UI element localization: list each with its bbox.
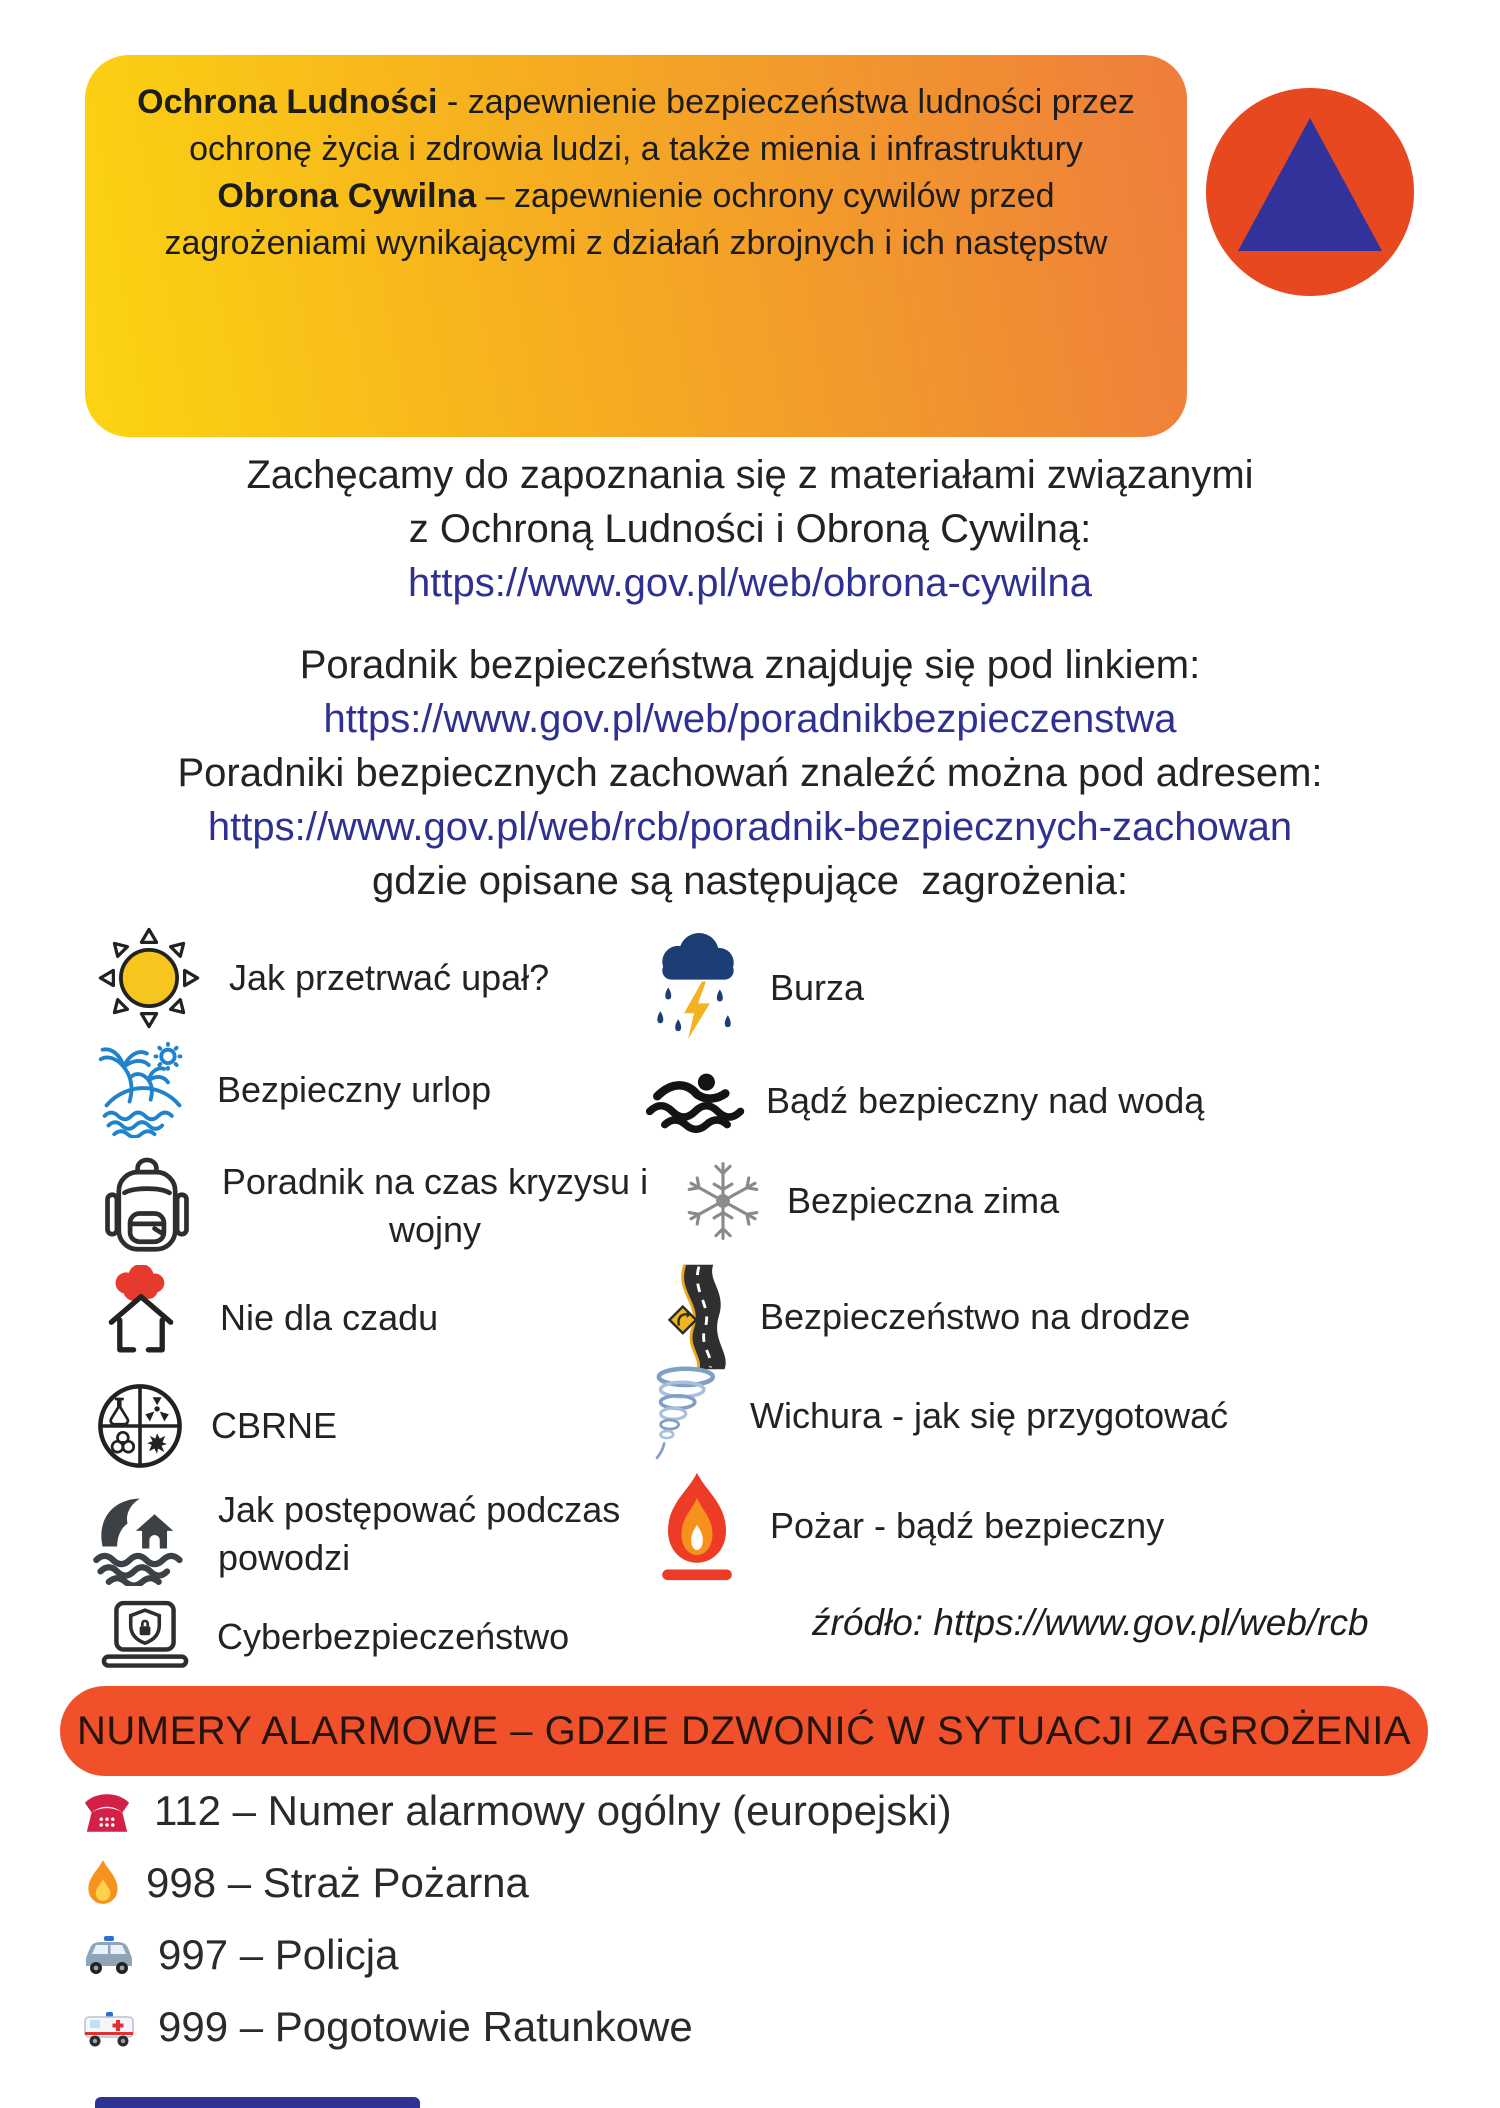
hazard-label: Bezpieczeństwo na drodze — [760, 1296, 1191, 1337]
hazard-label: Cyberbezpieczeństwo — [217, 1616, 570, 1657]
swimmer-icon — [644, 1067, 748, 1135]
hazard-label: Jak przetrwać upał? — [229, 957, 550, 998]
sun-icon — [95, 924, 203, 1032]
emergency-number-text: 999 – Pogotowie Ratunkowe — [158, 2003, 693, 2050]
definition-ochrona-ludnosci: Ochrona Ludności - zapewnienie bezpieczeństwa ludności przez ochronę życia i zdrowia ludzi, a także mienia i infrastruktury — [137, 83, 1135, 168]
hazard-item-zima — [683, 1142, 1059, 1260]
alarm-banner-title: NUMERY ALARMOWE – GDZIE DZWONIĆ W SYTUACJI ZAGROŻENIA — [76, 1708, 1412, 1753]
storm-cloud-icon — [648, 926, 748, 1050]
term-obrona-cywilna: Obrona Cywilna — [217, 177, 477, 215]
hazard-label: CBRNE — [211, 1405, 338, 1446]
source-note: źródło: https://www.gov.pl/web/rcb — [812, 1602, 1369, 1643]
emergency-number-998 — [82, 1856, 529, 1910]
link-poradnik-bezpiecznych-zachowan[interactable]: https://www.gov.pl/web/rcb/poradnik-bezpiecznych-zachowan — [207, 805, 1293, 849]
intro-section — [0, 448, 1500, 908]
definition-box — [85, 55, 1187, 437]
emergency-number-997 — [82, 1928, 399, 1982]
intro-line: Poradnik bezpieczeństwa znajduję się pod linkiem: — [299, 643, 1201, 687]
house-smoke-icon — [88, 1265, 194, 1371]
snowflake-icon — [683, 1145, 763, 1257]
hazard-item-pozar — [652, 1468, 1164, 1584]
hazard-item-wichura — [648, 1360, 1228, 1472]
hazard-item-kryzys — [100, 1146, 650, 1266]
tornado-icon — [648, 1362, 720, 1470]
hazard-label: Poradnik na czas kryzysu i wojny — [221, 1161, 649, 1250]
backpack-icon — [100, 1150, 194, 1262]
intro-line: Zachęcamy do zapoznania się z materiałami związanymi — [246, 453, 1254, 497]
civil-defence-symbol-icon — [1206, 88, 1414, 296]
hazard-label: Bezpieczny urlop — [217, 1069, 492, 1110]
emergency-number-112 — [82, 1784, 952, 1838]
police-car-icon — [82, 1934, 136, 1976]
alarm-banner — [60, 1686, 1428, 1776]
fire-icon — [652, 1469, 742, 1583]
term-ochrona-ludnosci: Ochrona Ludności — [137, 83, 438, 121]
road-icon — [660, 1260, 736, 1374]
hazard-item-upal — [95, 922, 549, 1034]
palm-island-icon — [95, 1042, 191, 1138]
hazard-item-cbrne — [95, 1380, 337, 1472]
hazard-item-czad — [88, 1262, 438, 1374]
bottom-page-edge-strip — [95, 2097, 420, 2108]
definition-obrona-cywilna: Obrona Cywilna – zapewnienie ochrony cywilów przed zagrożeniami wynikającymi z działań zbrojnych i ich następstw — [164, 177, 1108, 262]
emergency-number-text: 112 – Numer alarmowy ogólny (europejski) — [154, 1787, 952, 1834]
hazard-label: Wichura - jak się przygotować — [750, 1395, 1229, 1436]
hazard-item-powodz — [88, 1476, 638, 1592]
hazard-label: Pożar - bądź bezpieczny — [770, 1505, 1165, 1546]
cbrne-icon — [95, 1381, 185, 1471]
hazard-label: Bądź bezpieczny nad wodą — [766, 1080, 1205, 1121]
hazard-item-cyber — [95, 1596, 569, 1678]
intro-line: z Ochroną Ludności i Obroną Cywilną: — [408, 507, 1092, 551]
link-poradnik-bezpieczenstwa[interactable]: https://www.gov.pl/web/poradnikbezpieczenstwa — [323, 697, 1177, 741]
hazard-label: Jak postępować podczas powodzi — [218, 1489, 621, 1578]
ambulance-icon — [82, 2005, 136, 2049]
hazard-item-woda — [644, 1058, 1204, 1144]
emergency-number-text: 998 – Straż Pożarna — [146, 1859, 529, 1906]
intro-line: gdzie opisane są następujące zagrożenia: — [371, 859, 1129, 903]
emergency-number-999 — [82, 2000, 693, 2054]
hazard-label: Bezpieczna zima — [787, 1180, 1060, 1221]
hazard-item-droga — [660, 1258, 1190, 1376]
hazard-label: Burza — [770, 967, 865, 1008]
link-obrona-cywilna[interactable]: https://www.gov.pl/web/obrona-cywilna — [407, 561, 1093, 605]
hazard-item-urlop — [95, 1042, 491, 1138]
phone-icon — [82, 1789, 132, 1834]
emergency-number-text: 997 – Policja — [158, 1931, 399, 1978]
intro-line: Poradniki bezpiecznych zachowań znaleźć można pod adresem: — [177, 751, 1323, 795]
hazard-item-burza — [648, 926, 864, 1050]
cyber-icon — [95, 1595, 195, 1679]
flood-icon — [88, 1482, 192, 1586]
hazard-label: Nie dla czadu — [220, 1297, 439, 1338]
fire-emoji-icon — [82, 1858, 124, 1908]
